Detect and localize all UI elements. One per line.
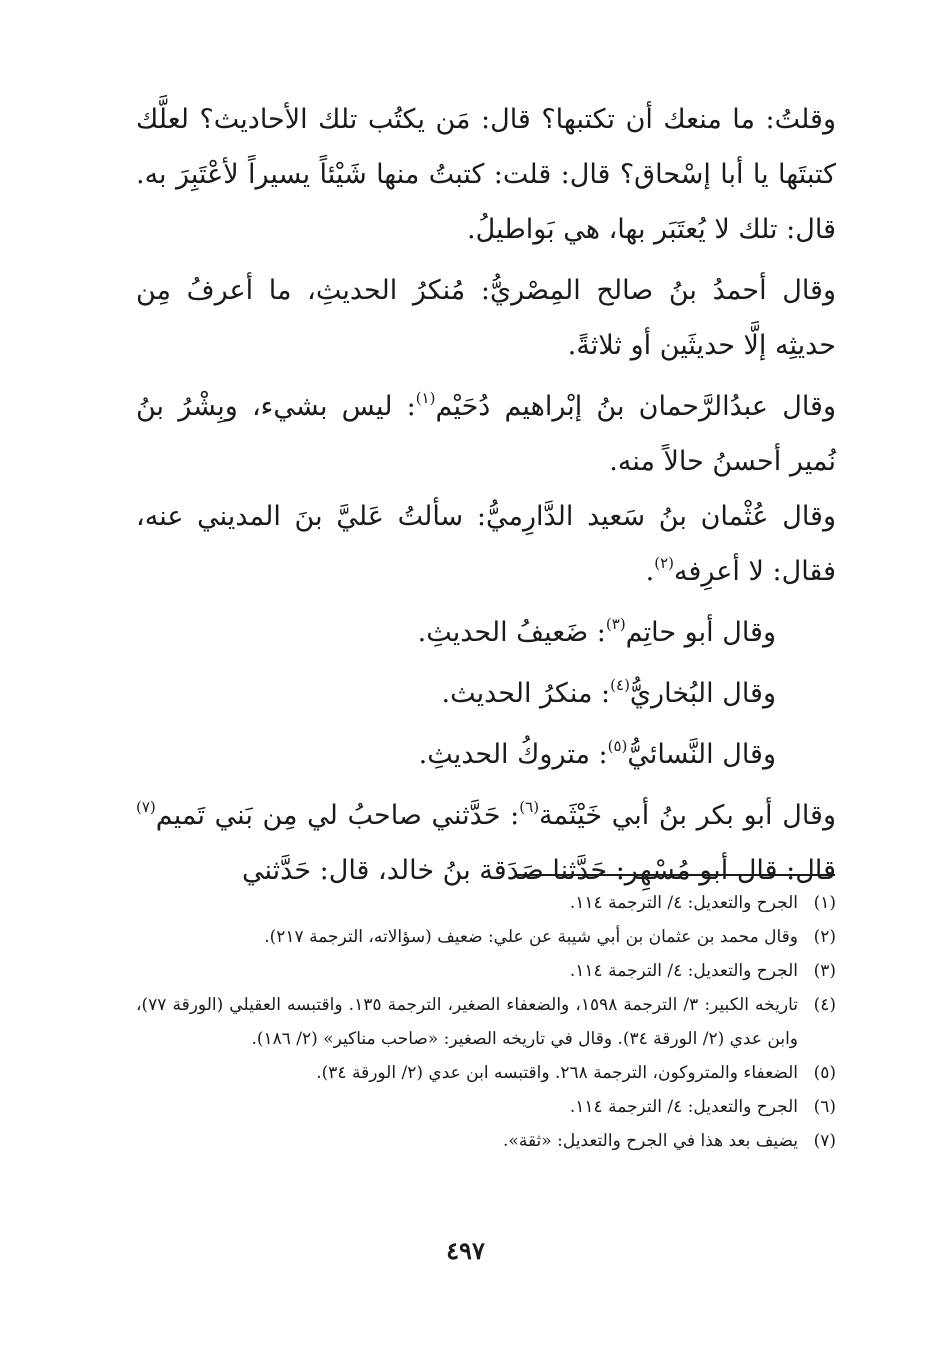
footnote-text: الضعفاء والمتروكون، الترجمة ٢٦٨. واقتبسه ابن عدي (٢/ الورقة ٣٤).	[316, 1063, 798, 1083]
paragraph-text: وقال عُثْمان بنُ سَعيد الدَّارِميُّ: سألتُ عَليَّ بنَ المديني عنه، فقال: لا أعرِفه	[136, 501, 836, 587]
footnote-number: (٢)	[813, 927, 836, 947]
footnote-number: (٣)	[813, 961, 836, 981]
paragraph	[136, 727, 836, 782]
paragraph	[136, 92, 836, 257]
paragraph	[136, 263, 836, 373]
footnote-separator	[517, 874, 835, 876]
footnote-text: الجرح والتعديل: ٤/ الترجمة ١١٤.	[569, 961, 798, 981]
paragraph-text: وقلتُ: ما منعك أن تكتبها؟ قال: مَن يكتُب تلك الأحاديث؟ لعلَّك كتبتَها يا أبا إسْحاق؟ قال: قلت: كتبتُ منها شَيْئاً يسيراً لأعْتَبِرَ به. قال: تلك لا يُعتَبَر بها، هي بَواطيلُ.	[136, 104, 836, 245]
paragraph-text: وقال البُخاريُّ	[629, 678, 776, 709]
paragraph-text: وقال النَّسائيُّ	[627, 739, 776, 770]
footnote-item	[136, 1056, 836, 1090]
footnote-item	[136, 1090, 836, 1124]
page-number: ٤٩٧	[446, 1236, 485, 1265]
paragraph-text: .	[645, 556, 655, 587]
footnote-text: يضيف بعد هذا في الجرح والتعديل: «ثقة».	[503, 1131, 798, 1151]
paragraph-text: : ضَعيفُ الحديثِ.	[417, 617, 606, 648]
paragraph	[136, 666, 836, 721]
footnote-text: تاريخه الكبير: ٣/ الترجمة ١٥٩٨، والضعفاء الصغير، الترجمة ١٣٥. واقتبسه العقيلي (الورقة ٧٧)، وابن عدي (٢/ الورقة ٣٤). وقال في تاريخه الصغير: «صاحب مناكير» (٢/ ١٨٦).	[136, 995, 798, 1049]
footnote-marker: (٤)	[610, 676, 630, 694]
paragraph	[136, 605, 836, 660]
footnote-marker: (٧)	[136, 798, 156, 816]
footnote-text: وقال محمد بن عثمان بن أبي شيبة عن علي: ضعيف (سؤالاته، الترجمة ٢١٧).	[264, 927, 798, 947]
paragraph	[136, 489, 836, 599]
footnote-marker: (٣)	[605, 615, 626, 633]
paragraph	[136, 788, 836, 898]
paragraph-text: قال: قال أبو مُسْهِر: حَدَّثنا صَدَقة بنُ خالد، قال: حَدَّثني	[242, 855, 836, 886]
footnote-item	[136, 954, 836, 988]
footnote-number: (٧)	[813, 1131, 836, 1151]
paragraph-text: وقال أبو بكر بنُ أبي خَيْثَمة	[539, 800, 836, 831]
paragraph-text: وقال أبو حاتِم	[625, 617, 776, 648]
footnote-text: الجرح والتعديل: ٤/ الترجمة ١١٤.	[569, 1097, 798, 1117]
footnote-marker: (٢)	[654, 554, 675, 572]
footnote-number: (٦)	[813, 1097, 836, 1117]
footnotes	[136, 886, 836, 1158]
paragraph-text: : حَدَّثني صاحبُ لي مِن بَني تَميم	[155, 800, 520, 831]
footnote-number: (٤)	[813, 995, 836, 1015]
paragraph-text: : ليس بشيء، وبِشْرُ بنُ نُمير أحسنُ حالاً منه.	[136, 391, 836, 477]
footnote-marker: (٦)	[519, 798, 540, 816]
paragraph-text: : منكرُ الحديث.	[441, 678, 611, 709]
footnote-item	[136, 988, 836, 1056]
footnote-number: (٥)	[813, 1063, 836, 1083]
footnote-item	[136, 886, 836, 920]
footnote-marker: (١)	[415, 389, 436, 407]
main-text	[136, 92, 836, 898]
footnote-number: (١)	[813, 893, 836, 913]
paragraph-text: وقال أحمدُ بنُ صالح المِصْريُّ: مُنكرُ الحديثِ، ما أعرفُ مِن حديثِه إلَّا حديثَين أو ثلاثةً.	[136, 275, 836, 361]
footnote-item	[136, 920, 836, 954]
paragraph	[136, 379, 836, 489]
footnote-item	[136, 1124, 836, 1158]
footnote-text: الجرح والتعديل: ٤/ الترجمة ١١٤.	[569, 893, 798, 913]
paragraph-text: : متروكُ الحديثِ.	[418, 739, 608, 770]
paragraph-text: وقال عبدُالرَّحمان بنُ إبْراهيم دُحَيْم	[435, 391, 837, 422]
footnote-marker: (٥)	[607, 737, 628, 755]
